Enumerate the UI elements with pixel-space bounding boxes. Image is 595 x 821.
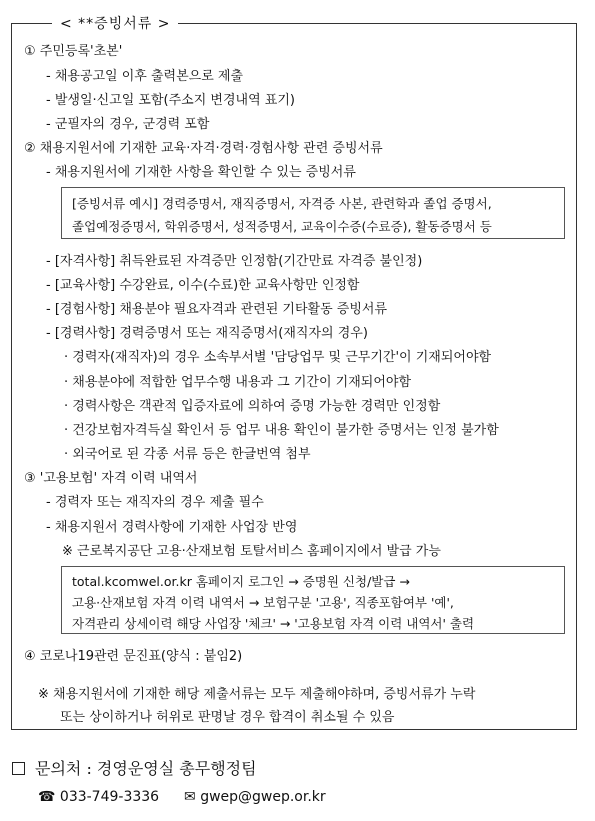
s2-example-line: [증빙서류 예시] 경력증명서, 재직증명서, 자격증 사본, 관련학과 졸업 증명서, xyxy=(72,196,492,211)
s3-item: - 채용지원서 경력사항에 기재한 사업장 반영 xyxy=(46,520,298,535)
s1-item: - 발생일·신고일 포함(주소지 변경내역 표기) xyxy=(46,93,295,108)
s2-title: ② 채용지원서에 기재한 교육·자격·경력·경험사항 관련 증빙서류 xyxy=(24,141,383,156)
section-title: < **증빙서류 > xyxy=(52,13,178,33)
s2-item: - [경험사항] 채용분야 필요자격과 관련된 기타활동 증빙서류 xyxy=(46,302,388,317)
s1-item: - 채용공고일 이후 출력본으로 제출 xyxy=(46,69,244,84)
contact-title-text: 문의처 : 경영운영실 총무행정팀 xyxy=(35,759,257,778)
s3-box-line: 고용·산재보험 자격 이력 내역서 → 보험구분 '고용', 직종포함여부 '예', xyxy=(72,595,454,610)
s4-title: ④ 코로나19관련 문진표(양식 : 붙임2) xyxy=(24,649,243,664)
s3-item: - 경력자 또는 재직자의 경우 제출 필수 xyxy=(46,495,264,510)
phone-icon: ☎ xyxy=(38,789,56,805)
footnote-line: 또는 상이하거나 허위로 판명날 경우 합격이 취소될 수 있음 xyxy=(60,710,395,725)
s2-bullet: · 채용분야에 적합한 업무수행 내용과 그 기간이 기재되어야함 xyxy=(64,375,412,390)
checkbox-square-icon xyxy=(12,762,25,775)
s2-intro: - 채용지원서에 기재한 사항을 확인할 수 있는 증빙서류 xyxy=(46,165,356,180)
s3-title: ③ '고용보험' 자격 이력 내역서 xyxy=(24,471,198,486)
footnote-line: ※ 채용지원서에 기재한 해당 제출서류는 모두 제출해야하며, 증빙서류가 누락 xyxy=(38,687,476,702)
s2-example-line: 졸업예정증명서, 학위증명서, 성적증명서, 교육이수증(수료증), 활동증명서 등 xyxy=(72,219,492,234)
s2-bullet: · 건강보험자격득실 확인서 등 업무 내용 확인이 불가한 증명서는 인정 불가함 xyxy=(64,423,499,438)
s1-item: - 군필자의 경우, 군경력 포함 xyxy=(46,117,210,132)
contact-info xyxy=(38,789,326,805)
s3-note: ※ 근로복지공단 고용·산재보험 토탈서비스 홈페이지에서 발급 가능 xyxy=(62,544,441,559)
s3-box-line: total.kcomwel.or.kr 홈페이지 로그인 → 증명원 신청/발급 → xyxy=(72,574,410,589)
s2-bullet: · 경력자(재직자)의 경우 소속부서별 '담당업무 및 근무기간'이 기재되어야함 xyxy=(64,350,492,365)
s1-title: ① 주민등록'초본' xyxy=(24,44,123,59)
phone-number: 033-749-3336 xyxy=(59,789,160,805)
s2-bullet: · 외국어로 된 각종 서류 등은 한글번역 첨부 xyxy=(64,447,311,462)
s2-item: - [자격사항] 취득완료된 자격증만 인정함(기간만료 자격증 불인정) xyxy=(46,254,423,269)
s3-box-line: 자격관리 상세이력 해당 사업장 '체크' → '고용보험 자격 이력 내역서' 출력 xyxy=(72,616,475,631)
s2-item: - [경력사항] 경력증명서 또는 재직증명서(재직자의 경우) xyxy=(46,326,368,341)
s2-item: - [교육사항] 수강완료, 이수(수료)한 교육사항만 인정함 xyxy=(46,278,360,293)
mail-icon: ✉ xyxy=(184,789,196,805)
email-address[interactable]: gwep@gwep.or.kr xyxy=(200,789,326,805)
contact-title xyxy=(12,756,257,779)
s2-bullet: · 경력사항은 객관적 입증자료에 의하여 증명 가능한 경력만 인정함 xyxy=(64,399,441,414)
